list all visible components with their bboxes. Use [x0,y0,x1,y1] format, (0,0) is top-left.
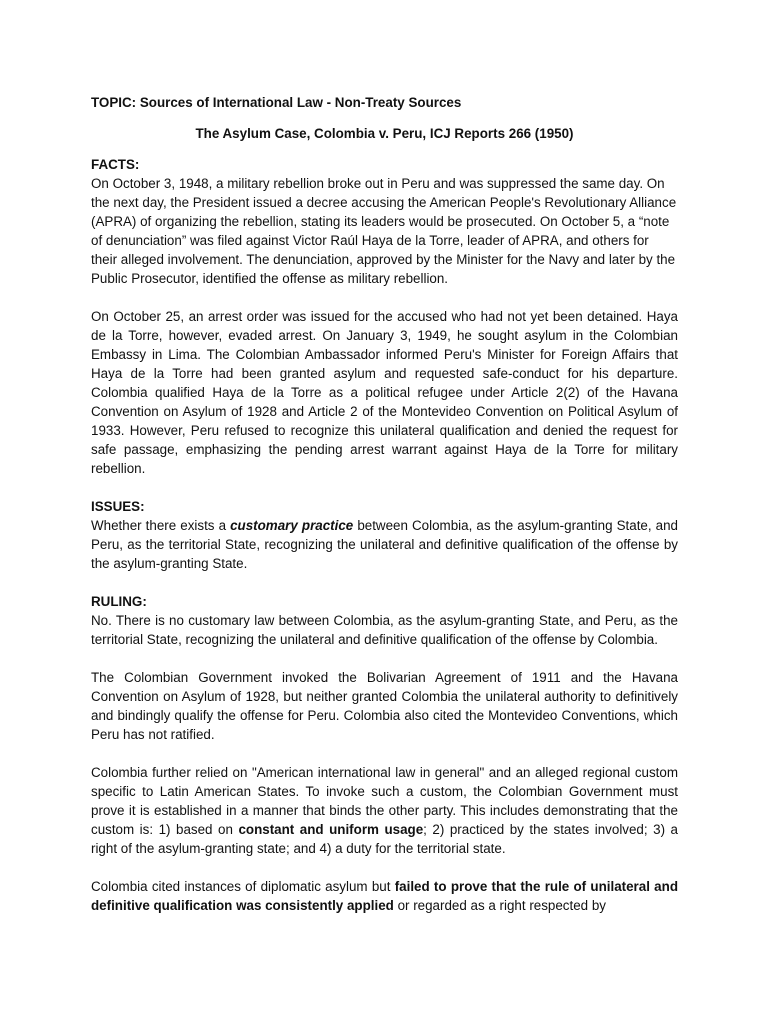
ruling-paragraph-2: The Colombian Government invoked the Bolivarian Agreement of 1911 and the Havana Convention on Asylum of 1928, but neither granted Colombia the unilateral authority to definitively and bindingly qualify the offense for Peru. Colombia also cited the Montevideo Conventions, which Peru has not ratified. [91,670,678,742]
spacer [91,478,678,497]
ruling-p3-post: ; 2) practiced by the states involved; 3) a right of the asylum-granting state; and 4) a duty for the territorial state. [91,822,678,856]
issues-text-post: between Colombia, as the asylum-granting State, and Peru, as the territorial State, recognizing the unilateral and definitive qualification of the offense by the asylum-granting State. [91,518,678,571]
ruling-p4-post: or regarded as a right respected by [393,898,606,913]
spacer [91,573,678,592]
case-title: The Asylum Case, Colombia v. Peru, ICJ Reports 266 (1950) [195,126,574,141]
topic-line: TOPIC: Sources of International Law - Non-Treaty Sources [91,95,462,110]
issues-heading: ISSUES: [91,499,145,514]
facts-heading: FACTS: [91,157,140,172]
issues-paragraph [91,516,678,573]
document-page [91,93,678,915]
spacer [91,649,678,668]
facts-paragraph-1: On October 3, 1948, a military rebellion broke out in Peru and was suppressed the same day. On the next day, the President issued a decree accusing the American People's Revolutionary Alliance (APRA) of organizing the rebellion, stating its leaders would be prosecuted. On October 5, a “note of denunciation” was filed against Victor Raúl Haya de la Torre, leader of APRA, and others for their alleged involvement. The denunciation, approved by the Minister for the Navy and later by the Public Prosecutor, identified the offense as military rebellion. [91,176,677,286]
spacer [91,744,678,763]
spacer [91,858,678,877]
facts-paragraph-2: On October 25, an arrest order was issued for the accused who had not yet been detained. Haya de la Torre, however, evaded arrest. On January 3, 1949, he sought asylum in the Colombian Embassy in Lima. The Colombian Ambassador informed Peru's Minister for Foreign Affairs that Haya de la Torre had been granted asylum and requested safe-conduct for his departure. Colombia qualified Haya de la Torre as a political refugee under Article 2(2) of the Havana Convention on Asylum of 1928 and Article 2 of the Montevideo Convention on Political Asylum of 1933. However, Peru refused to recognize this unilateral qualification and denied the request for safe passage, emphasizing the pending arrest warrant against Haya de la Torre for military rebellion. [91,309,678,476]
ruling-p4-bold: failed to prove that the rule of unilateral and definitive qualification was consistently applied [91,879,678,913]
ruling-heading: RULING: [91,594,147,609]
ruling-p3-bold: constant and uniform usage [238,822,424,837]
ruling-paragraph-3 [91,763,678,858]
ruling-paragraph-4 [91,877,678,915]
ruling-paragraph-1: No. There is no customary law between Colombia, as the asylum-granting State, and Peru, as the territorial State, recognizing the unilateral and definitive qualification of the offense by Colombia. [91,613,678,647]
ruling-p4-pre: Colombia cited instances of diplomatic asylum but [91,879,395,894]
spacer [91,288,678,307]
ruling-p3-pre: Colombia further relied on "American international law in general" and an alleged regional custom specific to Latin American States. To invoke such a custom, the Colombian Government must prove it is established in a manner that binds the other party. This includes demonstrating that the custom is: 1) based on [91,765,678,837]
issues-text-pre: Whether there exists a [91,518,231,533]
issues-emphasis: customary practice [230,518,354,533]
